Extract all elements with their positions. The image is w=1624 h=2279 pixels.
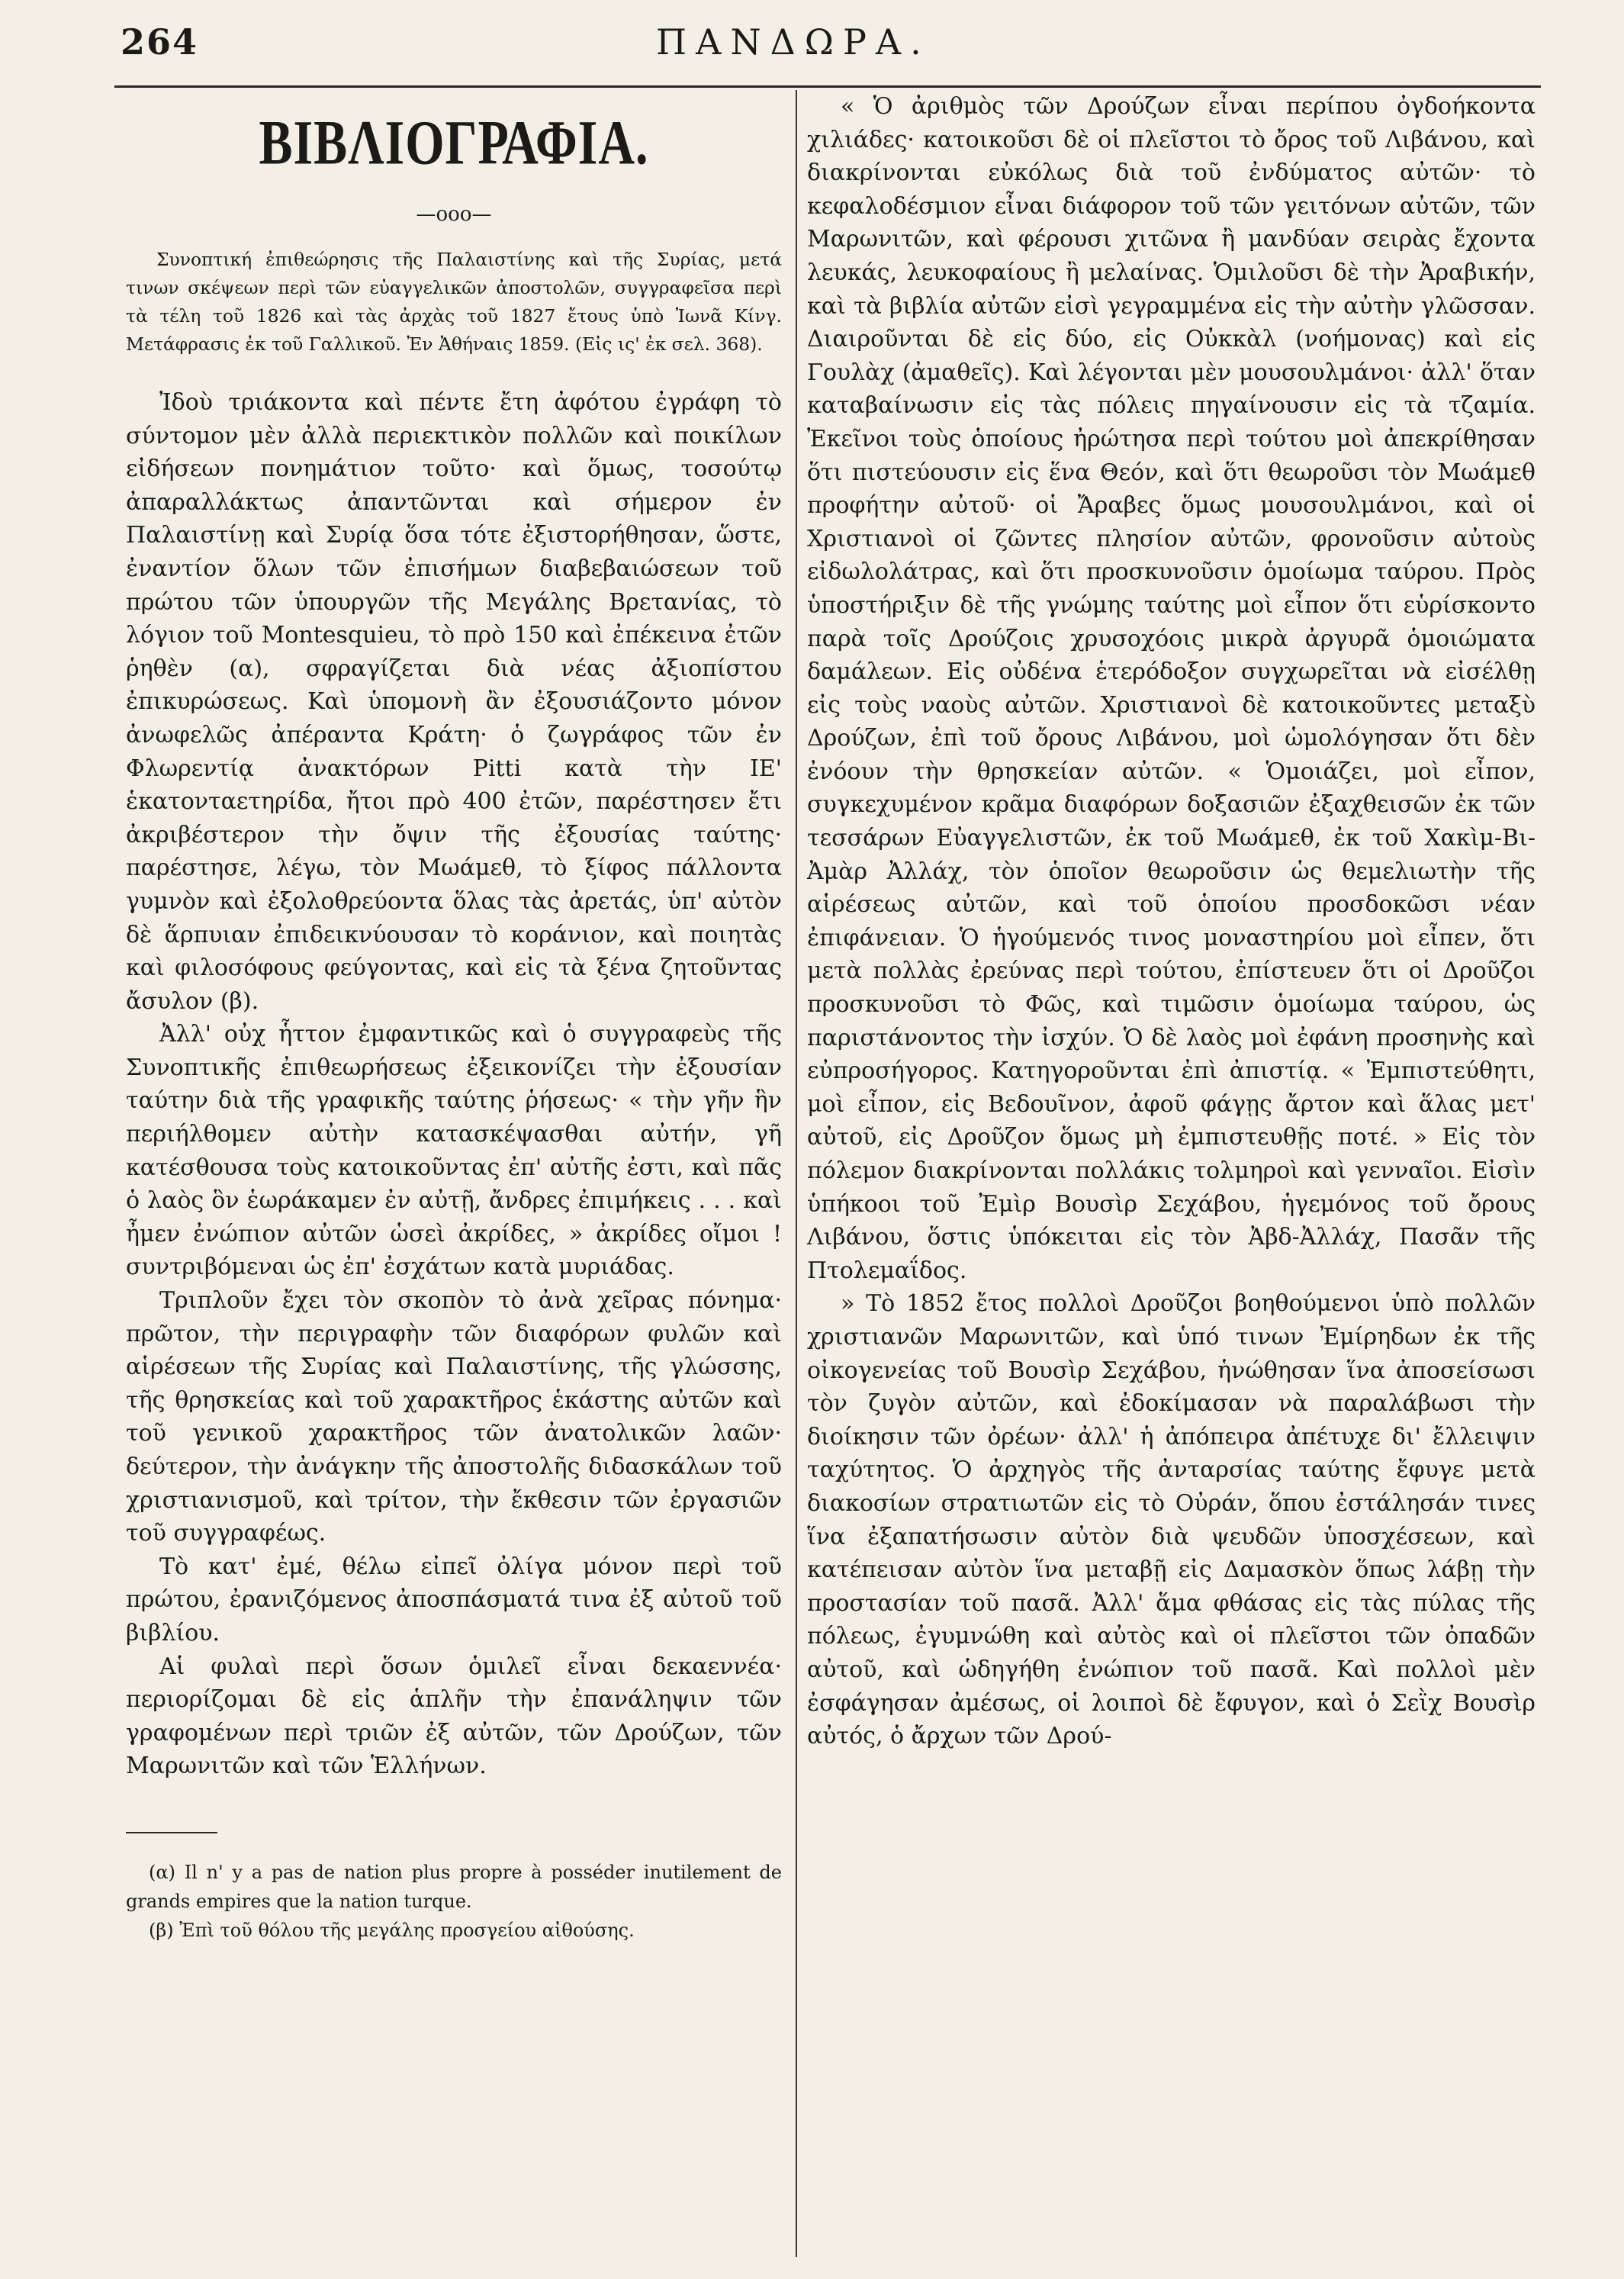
- footnote-a: (α) Il n' y a pas de nation plus propre à posséder inutilement de grands empires que la nation turque.: [126, 1861, 782, 1912]
- footnote-b: (β) Ἐπὶ τοῦ θόλου τῆς μεγάλης προσγείου αἰθούσης.: [149, 1919, 635, 1941]
- paragraph: « Ὁ ἀριθμὸς τῶν Δρούζων εἶναι περίπου ὀγδοήκοντα χιλιάδες· κατοικοῦσι δὲ οἱ πλεῖστοι τὸ ὄρος τοῦ Λιβάνου, καὶ διακρίνονται εὐκόλως διὰ τοῦ ἐνδύματος αὐτῶν· τὸ κεφαλοδέσμιον εἶναι διάφορον τοῦ τῶν γειτόνων αὐτῶν, τῶν Μαρωνιτῶν, καὶ φέρουσι χιτῶνα ἢ μανδύαν σειρὰς ἔχοντα λευκάς, λευκοφαίους ἢ μελαίνας. Ὁμιλοῦσι δὲ τὴν Ἀραβικήν, καὶ τὰ βιβλία αὐτῶν εἰσὶ γεγραμμένα εἰς τὴν αὐτὴν γλῶσσαν. Διαιροῦνται δὲ εἰς δύο, εἰς Οὐκκὰλ (νοήμονας) καὶ εἰς Γουλὰχ (ἀμαθεῖς). Καὶ λέγονται μὲν μουσουλμάνοι· ἀλλ' ὅταν καταβαίνωσιν εἰς τὰς πόλεις πηγαίνουσιν εἰς τὰ τζαμία. Ἐκεῖνοι τοὺς ὁποίους ἠρώτησα περὶ τούτου μοὶ ἀπεκρίθησαν ὅτι πιστεύουσιν εἰς ἕνα Θεόν, καὶ ὅτι θεωροῦσι τὸν Μωάμεθ προφήτην αὐτοῦ· οἱ Ἄραβες ὅμως μουσουλμάνοι, καὶ οἱ Χριστιανοὶ οἱ ζῶντες πλησίον αὐτῶν, φρονοῦσιν αὐτοὺς εἰδωλολάτρας, καὶ ὅτι προσκυνοῦσιν ὁμοίωμα ταύρου. Πρὸς ὑποστήριξιν δὲ τῆς γνώμης ταύτης μοὶ εἶπον ὅτι εὑρίσκοντο παρὰ τοῖς Δρούζοις χρυσοχόοις μικρὰ ἀργυρᾶ ὁμοιώματα δαμάλεων. Εἰς οὐδένα ἑτερόδοξον συγχωρεῖται νὰ εἰσέλθῃ εἰς τοὺς ναοὺς αὐτῶν. Χριστιανοὶ δὲ κατοικοῦντες μεταξὺ Δρούζων, ἐπὶ τοῦ ὄρους Λιβάνου, μοὶ ὡμολόγησαν ὅτι δὲν ἐνόουν τὴν θρησκείαν αὐτῶν. « Ὁμοιάζει, μοὶ εἶπον, συγκεχυμένον κρᾶμα διαφόρων δοξασιῶν ἐξαχθεισῶν ἐκ τῶν τεσσάρων Εὐαγγελιστῶν, ἐκ τοῦ Μωάμεθ, ἐκ τοῦ Χακὶμ-Βι-Ἀμὰρ Ἀλλάχ, τὸν ὁποῖον θεωροῦσιν ὡς θεμελιωτὴν τῆς αἱρέσεως αὐτῶν, καὶ τοῦ ὁποίου προσδοκῶσι νέαν ἐπιφάνειαν. Ὁ ἡγούμενός τινος μοναστηρίου μοὶ εἶπεν, ὅτι μετὰ πολλὰς ἐρεύνας περὶ τούτου, ἐπίστευεν ὅτι οἱ Δροῦζοι προσκυνοῦσι τὸ Φῶς, καὶ τιμῶσιν ὁμοίωμα ταύρου, ὡς παριστάνοντος τὴν ἰσχύν. Ὁ δὲ λαὸς μοὶ ἐφάνη προσηνὴς καὶ εὐπροσήγορος. Κατηγοροῦνται ἐπὶ ἀπιστίᾳ. « Ἐμπιστεύθητι, μοὶ εἶπον, εἰς Βεδουῖνον, ἀφοῦ φάγῃς ἄρτον καὶ ἅλας μετ' αὐτοῦ, εἰς Δροῦζον ὅμως μὴ ἐμπιστευθῇς ποτέ. » Εἰς τὸν πόλεμον διακρίνονται πολλάκις τολμηροὶ καὶ γενναῖοι. Εἰσὶν ὑπήκοοι τοῦ Ἐμὶρ Βουσὶρ Σεχάβου, ἡγεμόνος τοῦ ὄρους Λιβάνου, ὅστις ὑπόκειται εἰς τὸν Ἀβδ-Ἀλλάχ, Πασᾶν τῆς Πτολεμαΐδος.: [807, 93, 1536, 1284]
- book-entry: Συνοπτική ἐπιθεώρησις τῆς Παλαιστίνης καὶ τῆς Συρίας, μετά τινων σκέψεων περὶ τῶν εὐαγγελικῶν ἀποστολῶν, συγγραφεῖσα περὶ τὰ τέλη τοῦ 1826 καὶ τὰς ἀρχὰς τοῦ 1827 ἔτους ὑπὸ Ἰωνᾶ Κίνγ. Μετάφρασις ἐκ τοῦ Γαλλικοῦ. Ἐν Ἀθήναις 1859. (Εἰς ις' ἐκ σελ. 368).: [126, 249, 782, 355]
- separator: —ooo—: [416, 203, 492, 226]
- journal-title: ΠΑΝΔΩΡΑ.: [656, 21, 931, 63]
- header-rule: [114, 85, 1541, 88]
- column-divider: [796, 90, 797, 2257]
- footnote-rule: [126, 1832, 217, 1833]
- paragraph: Τὸ κατ' ἐμέ, θέλω εἰπεῖ ὀλίγα μόνον περὶ τοῦ πρώτου, ἐρανιζόμενος ἀποσπάσματά τινα ἐξ αὐτοῦ τοῦ βιβλίου.: [126, 1553, 782, 1646]
- left-column: [126, 108, 782, 1945]
- right-column: [807, 90, 1536, 1753]
- paragraph: » Τὸ 1852 ἔτος πολλοὶ Δροῦζοι βοηθούμενοι ὑπὸ πολλῶν χριστιανῶν Μαρωνιτῶν, καὶ ὑπό τινων Ἐμίρηδων ἐκ τῆς οἰκογενείας τοῦ Βουσὶρ Σεχάβου, ἡνώθησαν ἵνα ἀποσείσωσι τὸν ζυγὸν αὐτῶν, καὶ ἐδοκίμασαν νὰ παραλάβωσι τὴν διοίκησιν τῶν ὀρέων· ἀλλ' ἡ ἀπόπειρα ἀπέτυχε δι' ἔλλειψιν ταχύτητος. Ὁ ἀρχηγὸς τῆς ἀνταρσίας ταύτης ἔφυγε μετὰ διακοσίων στρατιωτῶν εἰς τὸ Οὐράν, ὅπου ἐστάλησάν τινες ἵνα ἐξαπατήσωσιν αὐτὸν διὰ ψευδῶν ὑποσχέσεων, καὶ κατέπεισαν αὐτὸν ἵνα μεταβῇ εἰς Δαμασκὸν ὅπως λάβῃ τὴν προστασίαν τοῦ πασᾶ. Ἀλλ' ἅμα φθάσας εἰς τὰς πύλας τῆς πόλεως, ἐγυμνώθη καὶ αὐτὸς καὶ οἱ πλεῖστοι τῶν ὀπαδῶν αὐτοῦ, καὶ ὡδηγήθη ἐνώπιον τοῦ πασᾶ. Καὶ πολλοὶ μὲν ἐσφάγησαν ἀμέσως, οἱ λοιποὶ δὲ ἔφυγον, καὶ ὁ Σεῒχ Βουσὶρ αὐτός, ὁ ἄρχων τῶν Δρού-: [807, 1290, 1536, 1750]
- running-head: [0, 21, 1624, 67]
- paragraph: Τριπλοῦν ἔχει τὸν σκοπὸν τὸ ἀνὰ χεῖρας πόνημα· πρῶτον, τὴν περιγραφὴν τῶν διαφόρων φυλῶν καὶ αἱρέσεων τῆς Συρίας καὶ Παλαιστίνης, τῆς γλώσσης, τῆς θρησκείας καὶ τοῦ χαρακτῆρος ἑκάστης αὐτῶν καὶ τοῦ γενικοῦ χαρακτῆρος τῶν ἀνατολικῶν λαῶν· δεύτερον, τὴν ἀνάγκην τῆς ἀποστολῆς διδασκάλων τοῦ χριστιανισμοῦ, καὶ τρίτον, τὴν ἔκθεσιν τῶν ἐργασιῶν τοῦ συγγραφέως.: [126, 1287, 782, 1547]
- paragraph: Αἱ φυλαὶ περὶ ὅσων ὁμιλεῖ εἶναι δεκαεννέα· περιορίζομαι δὲ εἰς ἁπλῆν τὴν ἐπανάληψιν τῶν γραφομένων περὶ τριῶν ἐξ αὐτῶν, τῶν Δρούζων, τῶν Μαρωνιτῶν καὶ τῶν Ἑλλήνων.: [126, 1653, 782, 1780]
- section-heading: ΒΙΒΛΙΟΓΡΑΦΙΑ.: [259, 108, 649, 178]
- page-number: 264: [121, 21, 199, 63]
- paragraph: Ἰδοὺ τριάκοντα καὶ πέντε ἔτη ἀφότου ἐγράφη τὸ σύντομον μὲν ἀλλὰ περιεκτικὸν πολλῶν καὶ ποικίλων εἰδήσεων πονημάτιον τοῦτο· καὶ ὅμως, τοσούτῳ ἀπαραλλάκτως ἀπαντῶνται καὶ σήμερον ἐν Παλαιστίνῃ καὶ Συρίᾳ ὅσα τότε ἐξιστορήθησαν, ὥστε, ἐναντίον ὅλων τῶν ἐπισήμων διαβεβαιώσεων τοῦ πρώτου τῶν ὑπουργῶν τῆς Μεγάλης Βρετανίας, τὸ λόγιον τοῦ Montesquieu, τὸ πρὸ 150 καὶ ἐπέκεινα ἐτῶν ῥηθὲν (α), σφραγίζεται διὰ νέας ἀξιοπίστου ἐπικυρώσεως. Καὶ ὑπομονὴ ἂν ἐξουσιάζοντο μόνον ἀνωφελῶς ἀπέραντα Κράτη· ὁ ζωγράφος τῶν ἐν Φλωρεντίᾳ ἀνακτόρων Pitti κατὰ τὴν ΙΕ' ἑκατονταετηρίδα, ἤτοι πρὸ 400 ἐτῶν, παρέστησεν ἔτι ἀκριβέστερον τὴν ὄψιν τῆς ἐξουσίας ταύτης· παρέστησε, λέγω, τὸν Μωάμεθ, τὸ ξίφος πάλλοντα γυμνὸν καὶ ἐξολοθρεύοντα ὅλας τὰς ἀρετάς, ὑπ' αὐτὸν δὲ ἅρπυιαν ἐπιδεικνύουσαν τὸ κοράνιον, καὶ ποιητὰς καὶ φιλοσόφους φεύγοντας, καὶ εἰς τὰ ξένα ζητοῦντας ἄσυλον (β).: [126, 389, 782, 1015]
- paragraph: Ἀλλ' οὐχ ἧττον ἐμφαντικῶς καὶ ὁ συγγραφεὺς τῆς Συνοπτικῆς ἐπιθεωρήσεως ἐξεικονίζει τὴν ἐξουσίαν ταύτην διὰ τῆς γραφικῆς ταύτης ῥήσεως· « τὴν γῆν ἣν περιήλθομεν αὐτὴν κατασκέψασθαι αὐτήν, γῆ κατέσθουσα τοὺς κατοικοῦντας ἐπ' αὐτῆς ἐστι, καὶ πᾶς ὁ λαὸς ὃν ἑωράκαμεν ἐν αὐτῇ, ἄνδρες ἐπιμήκεις . . . καὶ ἦμεν ἐνώπιον αὐτῶν ὡσεὶ ἀκρίδες, » ἀκρίδες οἴμοι ! συντριβόμεναι ὡς ἐπ' ἐσχάτων κατὰ μυριάδας.: [126, 1021, 782, 1281]
